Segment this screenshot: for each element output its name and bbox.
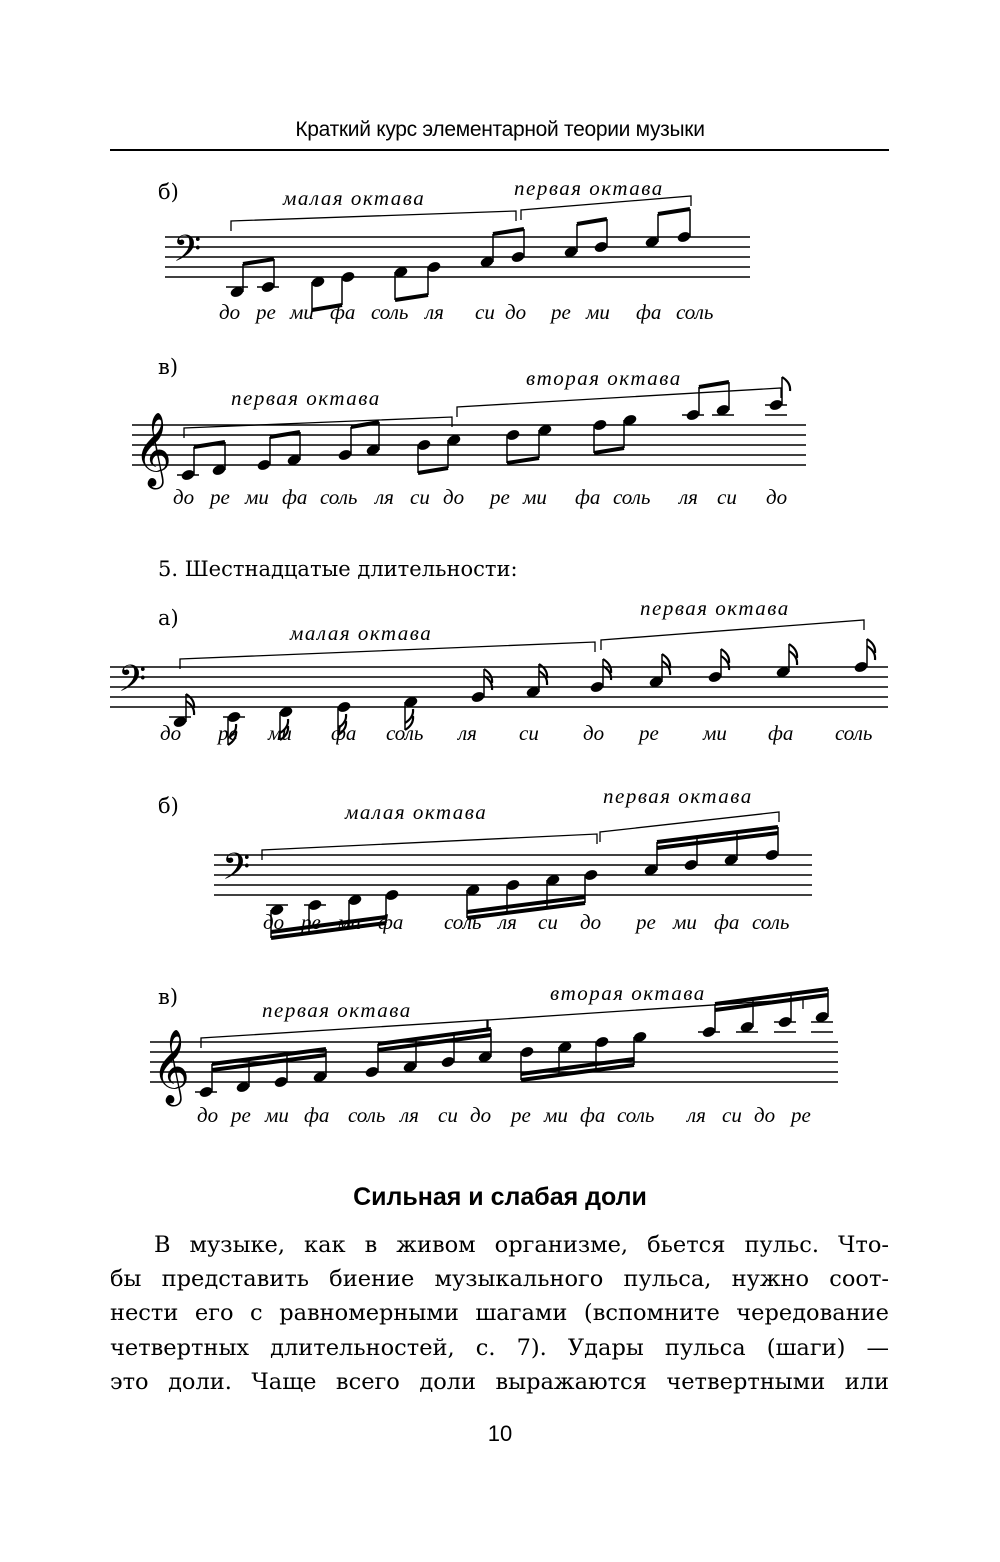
note-syllable: ми — [586, 300, 610, 324]
note-syllable: фа — [378, 910, 404, 934]
note-syllable: ля — [425, 300, 444, 324]
note-syllable: соль — [617, 1103, 655, 1127]
note-syllable: фа — [575, 485, 601, 509]
note-syllable: до — [766, 485, 788, 509]
note-syllable: до — [470, 1103, 492, 1127]
note-syllable: до — [219, 300, 241, 324]
note-syllable: ля — [498, 910, 517, 934]
octave-label: первая октава — [603, 784, 753, 808]
note-syllable: фа — [714, 910, 740, 934]
note-syllable: соль — [371, 300, 409, 324]
note-syllable: ля — [458, 721, 477, 745]
note-syllable: ми — [268, 721, 292, 745]
note-syllable: ми — [245, 485, 269, 509]
note-syllable: ля — [400, 1103, 419, 1127]
note-syllable: си — [722, 1103, 742, 1127]
paragraph-line: В музыке, как в живом организме, бьется пульс. Что- — [154, 1232, 889, 1258]
example-label: б) — [158, 180, 179, 204]
octave-label: вторая октава — [550, 981, 706, 1005]
example-label: а) — [158, 606, 179, 630]
octave-label: первая октава — [262, 998, 412, 1022]
note-syllable: ми — [703, 721, 727, 745]
example-label: б) — [158, 794, 179, 818]
note-syllable: соль — [613, 485, 651, 509]
example-label: в) — [158, 355, 179, 379]
note-syllable: соль — [835, 721, 873, 745]
paragraph-line: четвертных длительностей, с. 7). Удары пульса (шаги) — — [110, 1335, 889, 1361]
note-syllable: си — [538, 910, 558, 934]
note-syllable: ре — [551, 300, 571, 324]
bass-clef-icon: 𝄢 — [173, 228, 202, 279]
note-syllable: ми — [523, 485, 547, 509]
note-syllable: фа — [580, 1103, 606, 1127]
note-syllable: си — [410, 485, 430, 509]
note-syllable: соль — [386, 721, 424, 745]
treble-clef-icon: 𝄞 — [152, 1030, 190, 1104]
octave-label: первая октава — [231, 386, 381, 410]
paragraph-line: нести его с равномерными шагами (вспомните чередование — [110, 1300, 889, 1326]
note-syllable: ре — [231, 1103, 251, 1127]
note-syllable: до — [160, 721, 182, 745]
note-syllable: соль — [348, 1103, 386, 1127]
note-syllable: до — [197, 1103, 219, 1127]
note-syllable: до — [754, 1103, 776, 1127]
octave-label: малая октава — [290, 621, 433, 645]
note-syllable: си — [717, 485, 737, 509]
note-syllable: соль — [752, 910, 790, 934]
note-syllable: си — [475, 300, 495, 324]
note-syllable: си — [519, 721, 539, 745]
note-syllable: фа — [304, 1103, 330, 1127]
note-syllable: ля — [687, 1103, 706, 1127]
note-syllable: фа — [768, 721, 794, 745]
note-syllable: ре — [256, 300, 276, 324]
note-syllable: до — [505, 300, 527, 324]
note-syllable: до — [580, 910, 602, 934]
bass-clef-icon: 𝄢 — [118, 658, 147, 709]
note-syllable: ре — [218, 721, 238, 745]
note-syllable: соль — [676, 300, 714, 324]
running-head: Краткий курс элементарной теории музыки — [295, 118, 705, 141]
note-syllable: соль — [444, 910, 482, 934]
bass-clef-icon: 𝄢 — [222, 846, 251, 897]
page-number: 10 — [487, 1421, 513, 1446]
note-syllable: си — [438, 1103, 458, 1127]
note-syllable: фа — [330, 300, 356, 324]
note-syllable: ре — [511, 1103, 531, 1127]
note-syllable: до — [263, 910, 285, 934]
octave-label: первая октава — [640, 596, 790, 620]
note-syllable: фа — [636, 300, 662, 324]
note-syllable: ми — [544, 1103, 568, 1127]
paragraph-line: это доли. Чаще всего доли выражаются четвертными или — [110, 1369, 889, 1395]
note-syllable: фа — [331, 721, 357, 745]
octave-label: малая октава — [345, 800, 488, 824]
note-syllable: ре — [791, 1103, 811, 1127]
note-syllable: до — [173, 485, 195, 509]
note-syllable: ре — [301, 910, 321, 934]
note-syllable: ля — [679, 485, 698, 509]
note-syllable: до — [443, 485, 465, 509]
octave-label: вторая октава — [526, 366, 682, 390]
octave-label: малая октава — [283, 186, 426, 210]
note-syllable: ре — [210, 485, 230, 509]
note-syllable: до — [583, 721, 605, 745]
example-label: в) — [158, 985, 179, 1009]
note-syllable: фа — [282, 485, 308, 509]
note-syllable: ре — [639, 721, 659, 745]
note-syllable: ми — [337, 910, 361, 934]
note-syllable: ми — [290, 300, 314, 324]
section-heading: Сильная и слабая доли — [353, 1183, 647, 1211]
note-syllable: ми — [265, 1103, 289, 1127]
note-syllable: ля — [375, 485, 394, 509]
note-syllable: соль — [320, 485, 358, 509]
treble-clef-icon: 𝄞 — [134, 413, 172, 487]
octave-label: первая октава — [514, 176, 664, 200]
item-heading: 5. Шестнадцатые длительности: — [158, 557, 518, 581]
paragraph-line: бы представить биение музыкального пульса, нужно соот- — [110, 1266, 889, 1292]
note-syllable: ре — [636, 910, 656, 934]
note-syllable: ми — [673, 910, 697, 934]
note-syllable: ре — [490, 485, 510, 509]
